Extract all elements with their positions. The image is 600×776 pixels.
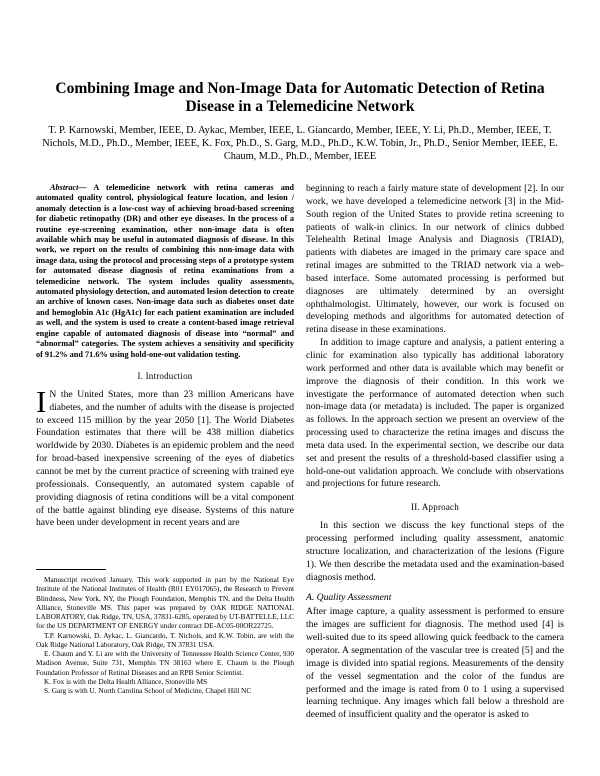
footnote-rule xyxy=(36,569,106,570)
drop-cap: I xyxy=(36,383,47,419)
abstract xyxy=(36,183,294,360)
approach-paragraph-1: In this section we discuss the key functional steps of the processing performed including quality assessment, anatomic structure localization, and characterization of the lesions (Figure 1). We then describe the metadata used and the examination-based diagnosis method. xyxy=(306,520,564,583)
approach-body xyxy=(306,520,564,722)
footnote: Manuscript received January. This work supported in part by the National Eye Institute of the National Institutes of Health (R01 EY017065), the Research to Prevent Blindness, New York, NY, the Plough Foundation, Memphis TN, and the Delta Health Alliance, Stoneville MS. This paper was prepared by OAK RIDGE NATIONAL LABORATORY, Oak Ridge, TN, USA, 37831-6285, operated by UT-BATTELLE, LLC for the US DEPARTMENT OF ENERGY under contract DE-AC05-00OR22725. xyxy=(36,575,294,631)
footnotes xyxy=(36,575,294,695)
introduction-body xyxy=(36,383,294,530)
introduction-continued xyxy=(306,183,564,491)
author-list: T. P. Karnowski, Member, IEEE, D. Aykac, Member, IEEE, L. Giancardo, Member, IEEE, Y. Li, Ph.D., Member, IEEE, T. Nichols, M.D., Ph.D., Member, IEEE, K. Fox, Ph.D., S. Garg, M.D., Ph.D., K.W. Tobin, Jr., Ph.D., Senior Member, IEEE, E. Chaum, M.D., Ph.D., Member, IEEE xyxy=(42,125,558,162)
left-column xyxy=(36,183,294,530)
introduction-continued-paragraph: beginning to reach a fairly mature state of development [2]. In our work, we have developed a telemedicine network [3] in the Mid-South region of the United States to provide retina screening to patients of walk-in clinics. In our network of clinics dubbed Telehealth Retinal Image Analysis and Diagnosis (TRIAD), patients with diabetes are imaged in the primary care space and retinal images are submitted to the TRIAD network via a web-based interface. Some automated processing is performed but diagnoses are ultimately determined by an oversight ophthalmologist. Ultimately, however, our work is focused on developing methods and algorithms for automated detection of retina disease in these examinations. xyxy=(306,183,564,336)
footnote: K. Fox is with the Delta Health Alliance, Stoneville MS xyxy=(44,676,208,686)
subsection-heading-quality-assessment: A. Quality Assessment xyxy=(306,592,392,604)
section-heading-approach: II. Approach xyxy=(411,502,459,513)
quality-assessment-paragraph: After image capture, a quality assessment is performed to ensure the images are sufficient for diagnosis. The method used [4] is well-suited due to its speed allowing quick feedback to the camera operator. A segmentation of the vascular tree is created [5] and the image is divided into spatial regions. Measurements of the density of the vessel segmentation and the color of the fundus are performed and the image is rated from 0 to 1 using a supervised learning technique. Any images which fall below a threshold are deemed of insufficient quality and the operator is asked to xyxy=(306,606,564,721)
abstract-text: — A telemedicine network with retina cameras and automated quality control, physiological feature location, and lesion / anomaly detection is a low-cost way of achieving broad-based screening for diabetic retinopathy (DR) and other eye diseases. In the process of a routine eye-screening examination, other non-image data is often available which may be useful in automated diagnosis of disease. In this work, we report on the results of combining this non-image data with image data, using the protocol and processing steps of a prototype system for automated disease diagnosis of retina examinations from a telemedicine network. The system includes quality assessments, automated physiology detection, and automated lesion detection to create an archive of known cases. Non-image data such as diabetes onset date and hemoglobin A1c (HgA1c) for each patient examination are included as well, and the system is used to create a content-based image retrieval engine capable of automated diagnosis of disease into “normal” and “abnormal” categories. The system achieves a sensitivity and specificity of 91.2% and 71.6% using hold-one-out validation testing. xyxy=(36,183,294,359)
footnote: T.P. Karnowski, D. Aykac, L. Giancardo, T. Nichols, and K.W. Tobin, are with the Oak Ridge National Laboratory, Oak Ridge, TN 37831 USA. xyxy=(36,630,294,649)
paper-title: Combining Image and Non-Image Data for Automatic Detection of Retina Disease in a Telemedicine Network xyxy=(55,80,545,115)
introduction-paragraph-2: In addition to image capture and analysis, a patient entering a clinic for examination also typically has additional laboratory work performed and other data is available which may benefit or improve the diagnosis of their condition. In this work we investigate the performance of automated detection when such non-image data (or metadata) is included. The paper is organized as follows. In the approach section we present an overview of the processing used to characterize the retina images and discuss the meta data used. In the experimental section, we describe our data set and present the results of a threshold-based classifier using a hold-one-out validation approach. We conclude with observations and projections for future research. xyxy=(306,337,564,490)
right-column xyxy=(306,183,564,722)
introduction-text: N the United States, more than 23 million Americans have diabetes, and the number of adults with the disease is projected to exceed 115 million by the year 2050 [1]. The World Diabetes Foundation estimates that there will be 438 million diabetics worldwide by 2030. Diabetes is an epidemic problem and the need for broad-based inexpensive screening of the eyes of diabetics cannot be met by the current practice of screening with trained eye professionals. Consequently, an automated system capable of providing diagnosis of retina conditions will be a vital component of the battle against blinding eye disease. Systems of this nature have been under development in recent years and are xyxy=(36,388,294,529)
section-heading-introduction: I. Introduction xyxy=(137,370,193,381)
footnote: S. Garg is with U. North Carolina School of Medicine, Chapel Hill NC xyxy=(44,686,252,695)
introduction-paragraph xyxy=(36,383,294,530)
footnote: E. Chaum and Y. Li are with the University of Tennessee Health Science Center, 930 Madison Avenue, Suite 731, Memphis TN 38163 where E. Chaum is the Plough Foundation Professor of Retinal Diseases and an RPB Senior Scientist. xyxy=(36,649,294,677)
abstract-label: Abstract xyxy=(50,183,79,192)
